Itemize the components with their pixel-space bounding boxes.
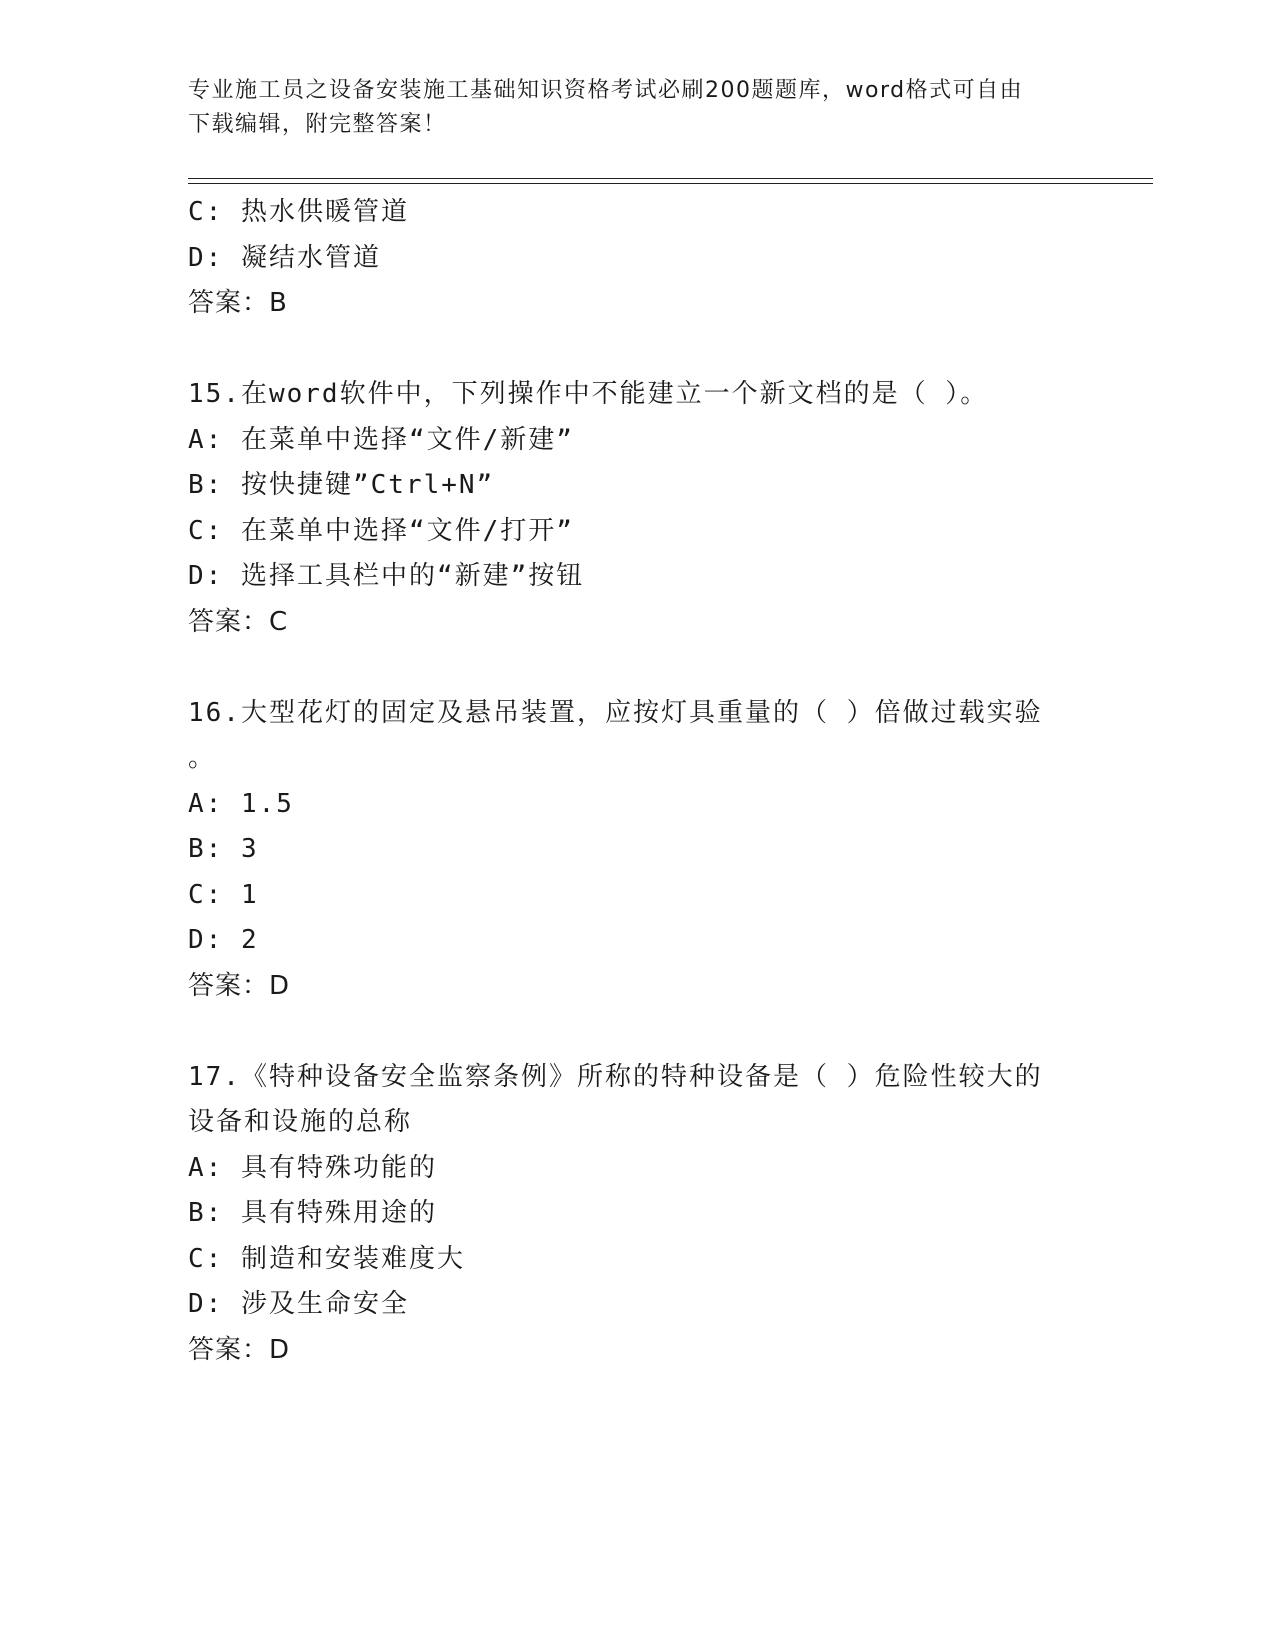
q16-option-d: D: 2 — [188, 925, 259, 955]
q15-option-a: A: 在菜单中选择“文件/新建” — [188, 424, 574, 455]
q16-option-a: A: 1.5 — [188, 788, 294, 819]
q17-option-c: C: 制造和安装难度大 — [188, 1243, 465, 1274]
q14-option-c: C: 热水供暖管道 — [188, 197, 409, 227]
q15-answer: 答案：C — [188, 606, 289, 637]
q17-answer: 答案：D — [188, 1334, 291, 1365]
spacer — [188, 327, 1068, 373]
document-header — [188, 74, 1068, 142]
q17-option-b: B: 具有特殊用途的 — [188, 1198, 437, 1228]
q17-option-d: D: 涉及生命安全 — [188, 1289, 409, 1319]
header-divider-bottom — [188, 183, 1153, 184]
q15-stem: 15.在word软件中，下列操作中不能建立一个新文档的是（ ）。 — [188, 379, 989, 409]
header-title-line-2: 下载编辑，附完整答案！ — [188, 112, 447, 137]
q14-option-d: D: 凝结水管道 — [188, 242, 381, 273]
q16-stem-continued: 。 — [188, 743, 217, 773]
q17-stem: 17.《特种设备安全监察条例》所称的特种设备是（ ）危险性较大的 — [188, 1061, 1043, 1092]
q16-option-c: C: 1 — [188, 879, 259, 910]
spacer — [188, 1009, 1068, 1055]
q15-option-b: B: 按快捷键”Ctrl+N” — [188, 470, 495, 500]
q16-stem: 16.大型花灯的固定及悬吊装置，应按灯具重量的（ ）倍做过载实验 — [188, 697, 1043, 728]
q17-stem-continued: 设备和设施的总称 — [188, 1107, 413, 1137]
q17-option-a: A: 具有特殊功能的 — [188, 1152, 437, 1183]
q14-answer: 答案：B — [188, 288, 288, 318]
q15-option-d: D: 选择工具栏中的“新建”按钮 — [188, 561, 585, 591]
header-title-line-1: 专业施工员之设备安装施工基础知识资格考试必刷200题题库，word格式可自由 — [188, 78, 1024, 103]
question-content — [188, 190, 1068, 1373]
q15-option-c: C: 在菜单中选择“文件/打开” — [188, 515, 574, 546]
header-divider-top — [188, 178, 1153, 179]
q16-answer: 答案：D — [188, 970, 291, 1001]
q16-option-b: B: 3 — [188, 834, 259, 864]
spacer — [188, 645, 1068, 691]
